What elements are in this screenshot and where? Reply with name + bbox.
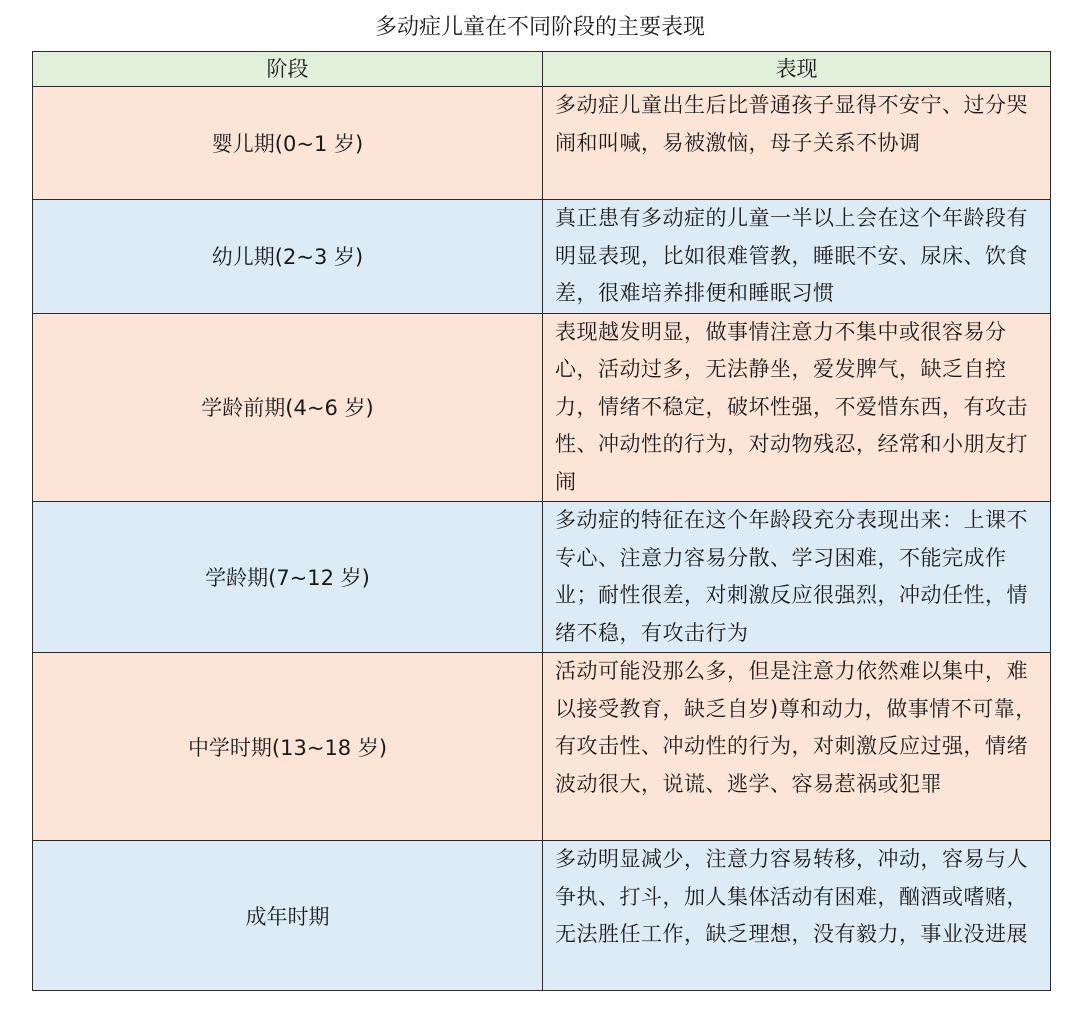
- page-title: 多动症儿童在不同阶段的主要表现: [374, 15, 705, 40]
- header-behavior: 表现: [543, 52, 1051, 87]
- behavior-cell: 多动明显减少，注意力容易转移，冲动，容易与人争执、打斗，加人集体活动有困难，酗酒或嗜赌，无法胜任工作，缺乏理想，没有毅力，事业没进展: [543, 841, 1051, 991]
- stage-cell: 学龄期(7~12 岁): [33, 502, 543, 653]
- behavior-cell: 活动可能没那么多，但是注意力依然难以集中，难以接受教育，缺乏自岁)尊和动力，做事情不可靠，有攻击性、冲动性的行为，对刺激反应过强，情绪波动很大，说谎、逃学、容易惹祸或犯罪: [543, 653, 1051, 841]
- table-row: [33, 502, 1051, 653]
- table-header-row: [33, 52, 1051, 87]
- behavior-cell: 多动症儿童出生后比普通孩子显得不安宁、过分哭闹和叫喊，易被激恼，母子关系不协调: [543, 87, 1051, 200]
- table-row: [33, 841, 1051, 991]
- stage-cell: 成年时期: [33, 841, 543, 991]
- stage-cell: 婴儿期(0~1 岁): [33, 87, 543, 200]
- stage-behavior-table: [32, 51, 1051, 991]
- stage-cell: 中学时期(13~18 岁): [33, 653, 543, 841]
- stage-cell: 幼儿期(2~3 岁): [33, 200, 543, 314]
- behavior-cell: 真正患有多动症的儿童一半以上会在这个年龄段有明显表现，比如很难管教，睡眠不安、尿床、饮食差，很难培养排便和睡眠习惯: [543, 200, 1051, 314]
- behavior-cell: 表现越发明显，做事情注意力不集中或很容易分心，活动过多，无法静坐，爱发脾气，缺乏自控力，情绪不稳定，破坏性强，不爱惜东西，有攻击性、冲动性的行为，对动物残忍，经常和小朋友打闹: [543, 313, 1051, 502]
- table-row: [33, 653, 1051, 841]
- behavior-cell: 多动症的特征在这个年龄段充分表现出来：上课不专心、注意力容易分散、学习困难，不能完成作业；耐性很差，对刺激反应很强烈，冲动任性，情绪不稳，有攻击行为: [543, 502, 1051, 653]
- table-row: [33, 200, 1051, 314]
- stage-cell: 学龄前期(4~6 岁): [33, 313, 543, 502]
- header-stage: 阶段: [33, 52, 543, 87]
- table-row: [33, 313, 1051, 502]
- table-row: [33, 87, 1051, 200]
